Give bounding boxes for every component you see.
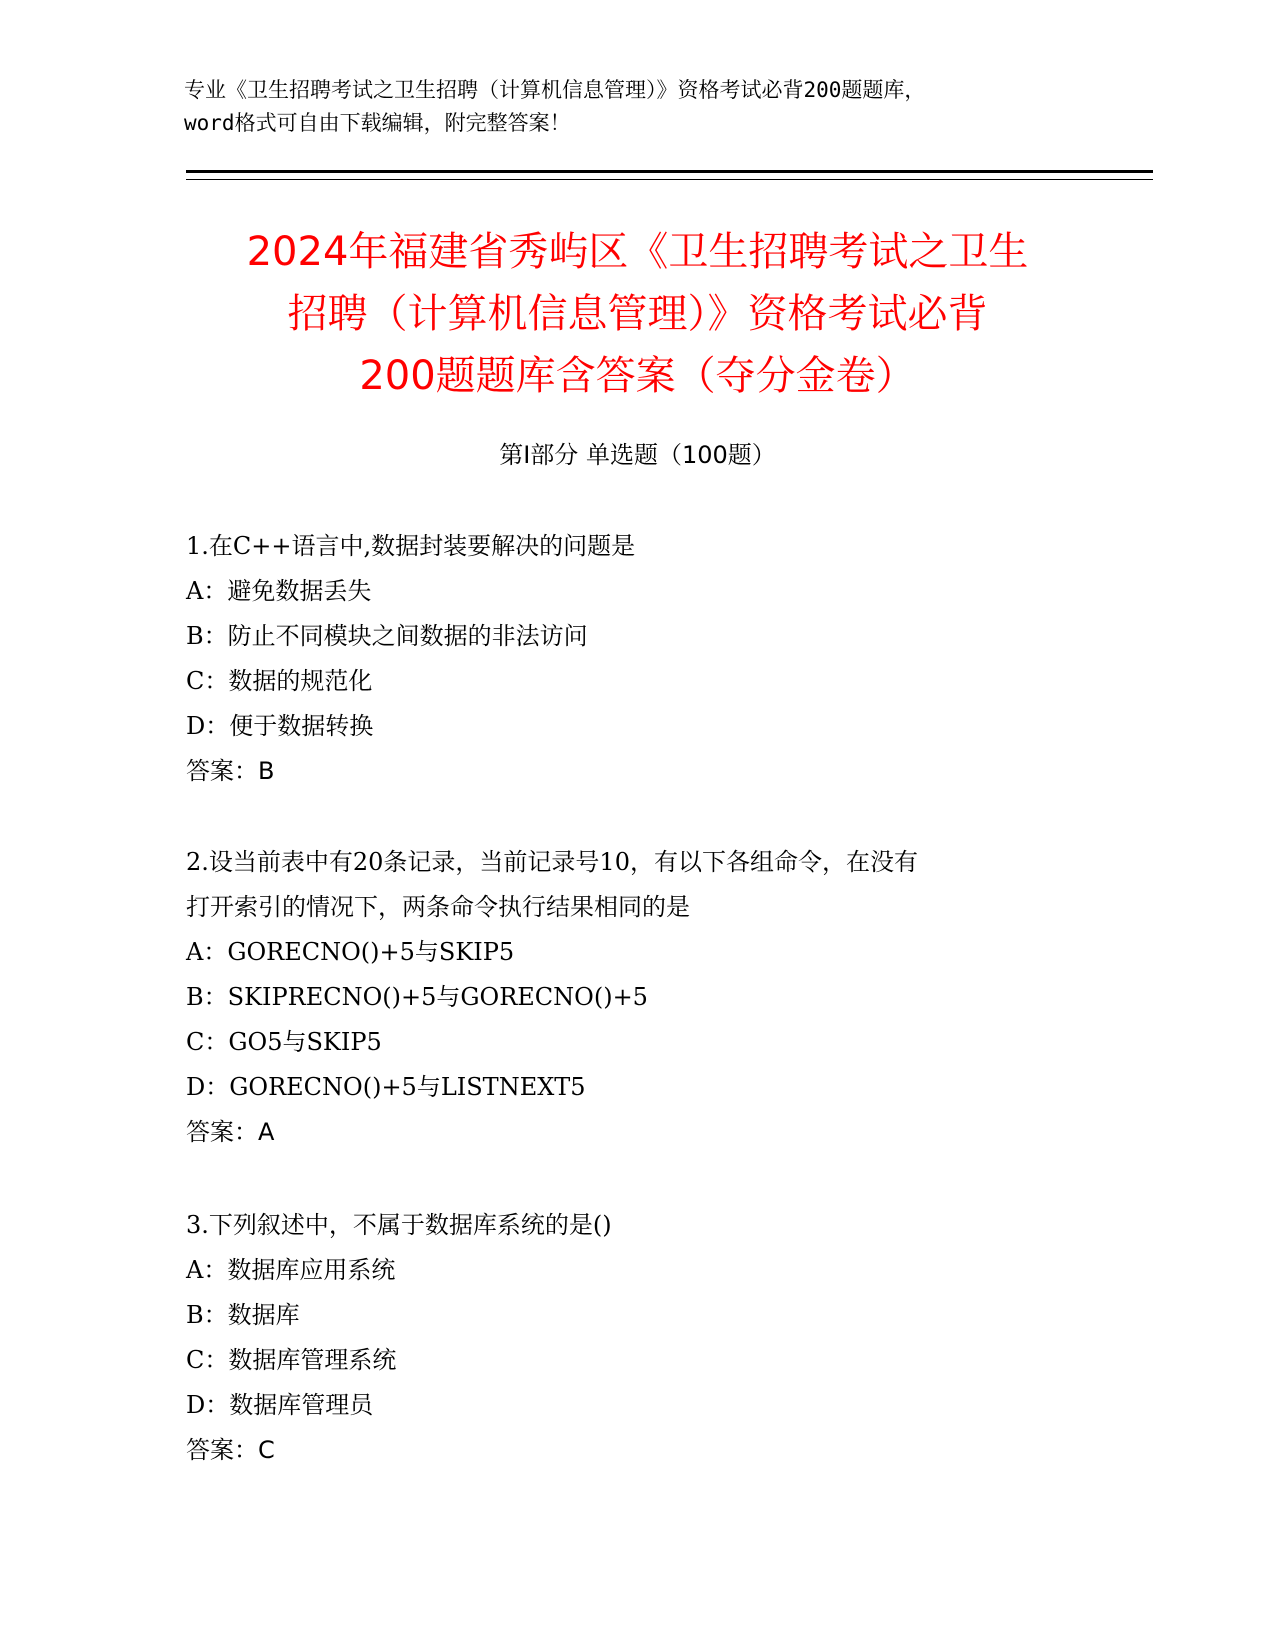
document-title: [120, 221, 1155, 407]
answer: 答案：A: [186, 1118, 275, 1146]
header-divider-thin: [186, 179, 1153, 180]
option-a: A：数据库应用系统: [186, 1256, 396, 1284]
option-a: A：避免数据丢失: [186, 577, 372, 605]
header-note-line-1: 专业《卫生招聘考试之卫生招聘（计算机信息管理）》资格考试必背200题题库，: [184, 78, 926, 102]
option-a: A：GORECNO()+5与SKIP5: [186, 938, 515, 966]
question-stem: 1.在C++语言中,数据封装要解决的问题是: [186, 532, 636, 560]
question-2: [186, 840, 1086, 1155]
section-title: 第Ⅰ部分 单选题（100题）: [499, 441, 776, 469]
document-title-line-1: 2024年福建省秀屿区《卫生招聘考试之卫生: [246, 229, 1029, 275]
question-1: [186, 524, 1086, 794]
document-title-line-2: 招聘（计算机信息管理）》资格考试必背: [287, 291, 988, 337]
header-note: [184, 74, 1084, 140]
header-note-line-2: word格式可自由下载编辑，附完整答案！: [184, 111, 571, 135]
question-3: [186, 1203, 1086, 1473]
option-d: D：数据库管理员: [186, 1391, 374, 1419]
option-c: C：GO5与SKIP5: [186, 1028, 382, 1056]
question-stem-continued: 打开索引的情况下，两条命令执行结果相同的是: [186, 893, 690, 921]
answer: 答案：B: [186, 757, 275, 785]
option-b: B：防止不同模块之间数据的非法访问: [186, 622, 588, 650]
header-divider-thick: [186, 170, 1153, 173]
option-c: C：数据库管理系统: [186, 1346, 397, 1374]
question-stem: 2.设当前表中有20条记录，当前记录号10，有以下各组命令，在没有: [186, 848, 918, 876]
answer: 答案：C: [186, 1436, 275, 1464]
option-b: B：数据库: [186, 1301, 300, 1329]
question-stem: 3.下列叙述中，不属于数据库系统的是(): [186, 1211, 612, 1239]
document-title-line-3: 200题题库含答案（夺分金卷）: [359, 353, 916, 399]
option-d: D：GORECNO()+5与LISTNEXT5: [186, 1073, 586, 1101]
option-d: D：便于数据转换: [186, 712, 374, 740]
option-b: B：SKIPRECNO()+5与GORECNO()+5: [186, 983, 648, 1011]
option-c: C：数据的规范化: [186, 667, 373, 695]
